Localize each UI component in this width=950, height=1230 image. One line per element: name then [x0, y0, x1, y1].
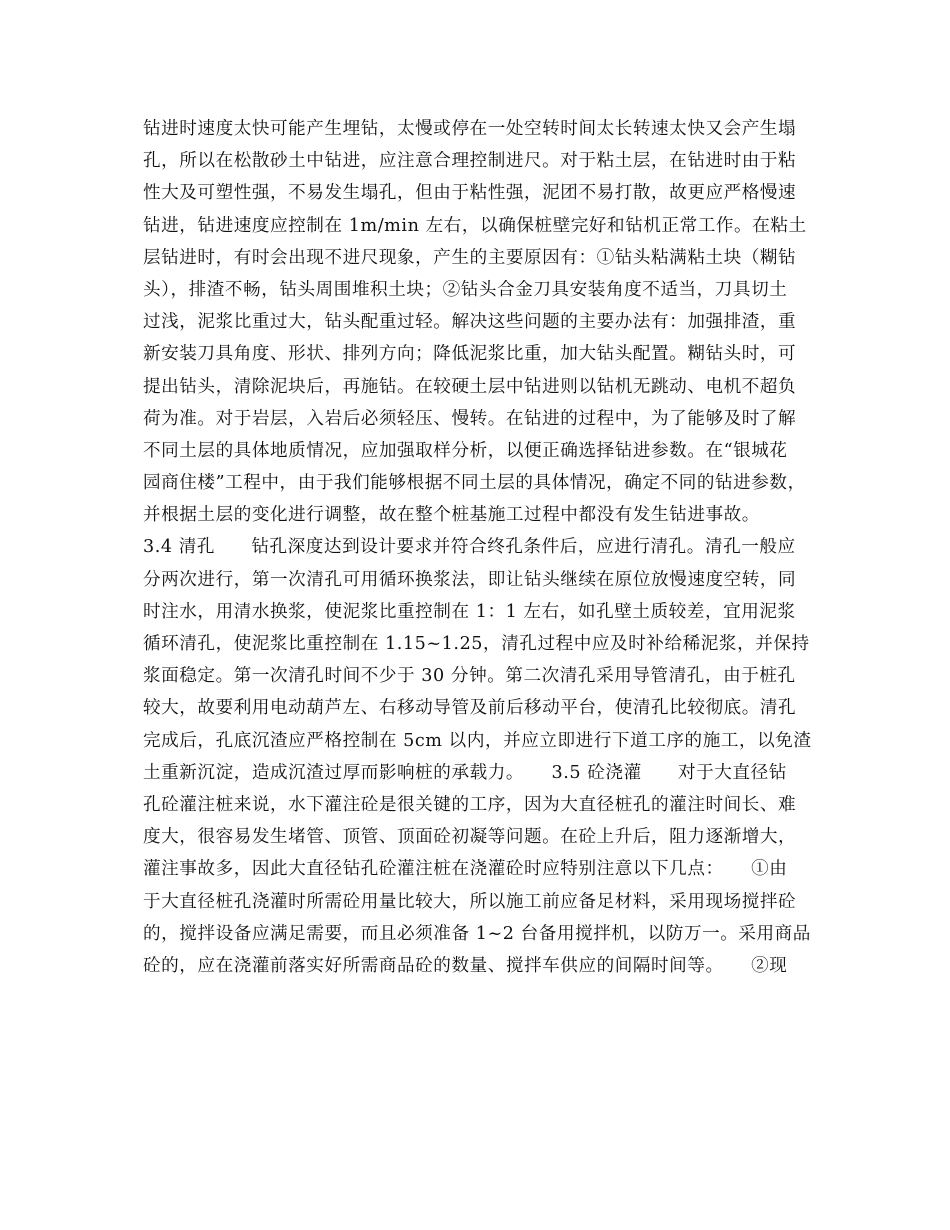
text-line: 并根据土层的变化进行调整，故在整个桩基施工过程中都没有发生钻进事故。	[143, 505, 760, 526]
text-line: 灌注事故多，因此大直径钻孔砼灌注桩在浇灌砼时应特别注意以下几点： ①由	[143, 859, 788, 880]
text-line: 循环清孔，使泥浆比重控制在 1.15~1.25，清孔过程中应及时补给稀泥浆，并保持	[143, 634, 810, 654]
text-line: 3.4 清孔 钻孔深度达到设计要求并符合终孔条件后，应进行清孔。清孔一般应	[143, 537, 796, 558]
text-line: 新安装刀具角度、形状、排列方向；降低泥浆比重，加大钻头配置。糊钻头时，可	[143, 344, 797, 365]
text-line: 不同土层的具体地质情况，应加强取样分析，以便正确选择钻进参数。在“银城花	[143, 440, 788, 461]
text-line: 头），排渣不畅，钻头周围堆积土块；②钻头合金刀具安装角度不适当，刀具切土	[143, 279, 788, 300]
text-line: 砼的，应在浇灌前落实好所需商品砼的数量、搅拌车供应的间隔时间等。 ②现	[143, 955, 788, 976]
text-line: 较大，故要利用电动葫芦左、右移动导管及前后移动平台，使清孔比较彻底。清孔	[143, 698, 797, 719]
body-text	[143, 113, 818, 982]
text-line: 钻进时速度太快可能产生埋钻，太慢或停在一处空转时间太长转速太快又会产生塌	[143, 119, 797, 139]
text-line: 分两次进行，第一次清孔可用循环换浆法，即让钻头继续在原位放慢速度空转，同	[143, 569, 797, 590]
text-line: 园商住楼”工程中，由于我们能够根据不同土层的具体情况，确定不同的钻进参数，	[143, 473, 806, 494]
text-line: 性大及可塑性强，不易发生塌孔，但由于粘性强，泥团不易打散，故更应严格慢速	[143, 183, 797, 204]
text-line: 孔砼灌注桩来说，水下灌注砼是很关键的工序，因为大直径桩孔的灌注时间长、难	[143, 794, 797, 815]
text-line: 提出钻头，清除泥块后，再施钻。在较硬土层中钻进则以钻机无跳动、电机不超负	[143, 376, 797, 397]
text-line: 时注水，用清水换浆，使泥浆比重控制在 1：1 左右，如孔壁土质较差，宜用泥浆	[143, 601, 796, 622]
text-line: 于大直径桩孔浇灌时所需砼用量比较大，所以施工前应备足材料，采用现场搅拌砼	[143, 891, 797, 912]
text-line: 钻进，钻进速度应控制在 1m/min 左右，以确保桩壁完好和钻机正常工作。在粘土	[143, 215, 807, 236]
text-line: 浆面稳定。第一次清孔时间不少于 30 分钟。第二次清孔采用导管清孔，由于桩孔	[143, 666, 796, 687]
text-line: 层钻进时，有时会出现不进尺现象，产生的主要原因有：①钻头粘满粘土块（糊钻	[143, 247, 797, 268]
text-line: 的，搅拌设备应满足需要，而且必须准备 1~2 台备用搅拌机，以防万一。采用商品	[143, 923, 811, 944]
text-line: 完成后，孔底沉渣应严格控制在 5cm 以内，并应立即进行下道工序的施工，以免渣	[143, 730, 812, 751]
text-line: 荷为准。对于岩层，入岩后必须轻压、慢转。在钻进的过程中，为了能够及时了解	[143, 408, 797, 429]
text-line: 过浅，泥浆比重过大，钻头配重过轻。解决这些问题的主要办法有：加强排渣，重	[143, 312, 797, 333]
text-line: 度大，很容易发生堵管、顶管、顶面砼初凝等问题。在砼上升后，阻力逐渐增大，	[143, 827, 797, 848]
text-line: 孔，所以在松散砂土中钻进，应注意合理控制进尺。对于粘土层，在钻进时由于粘	[143, 151, 797, 172]
text-line: 土重新沉淀，造成沉渣过厚而影响桩的承载力。 3.5 砼浇灌 对于大直径钻	[143, 762, 787, 783]
